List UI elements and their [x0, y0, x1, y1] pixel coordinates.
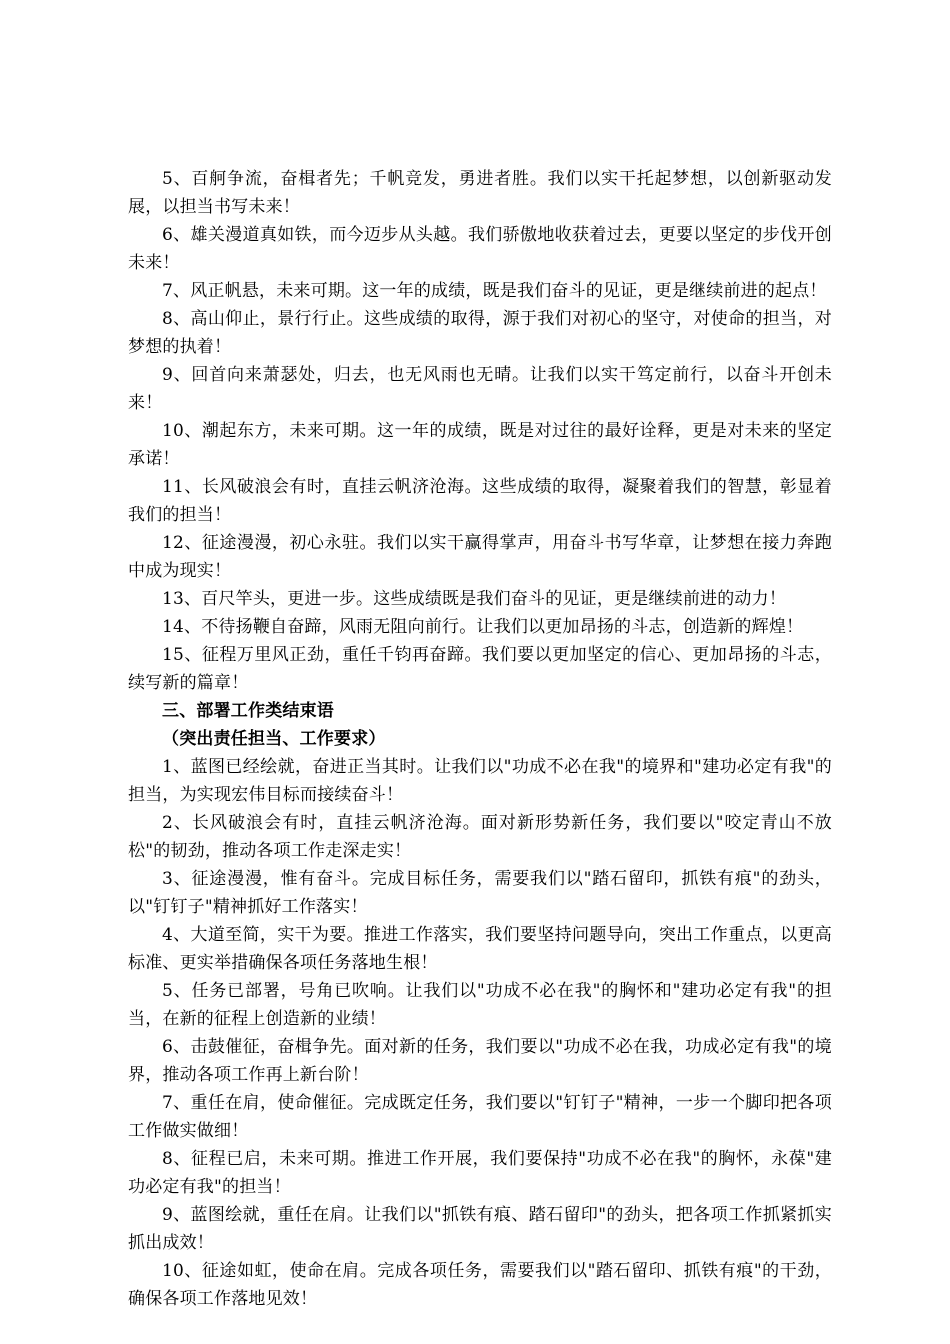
list-item: 7、风正帆悬，未来可期。这一年的成绩，既是我们奋斗的见证，更是继续前进的起点！: [162, 281, 827, 301]
list-item: 9、蓝图绘就，重任在肩。让我们以"抓铁有痕、踏石留印"的劲头，把各项工作抓紧抓实抓出成效！: [128, 1205, 832, 1253]
list-item: 2、长风破浪会有时，直挂云帆济沧海。面对新形势新任务，我们要以"咬定青山不放松"的韧劲，推动各项工作走深走实！: [128, 813, 832, 861]
list-item: 5、百舸争流，奋楫者先；千帆竞发，勇进者胜。我们以实干托起梦想，以创新驱动发展，以担当书写未来！: [128, 169, 832, 217]
document-page: [128, 165, 832, 1313]
list-item: 14、不待扬鞭自奋蹄，风雨无阻向前行。让我们以更加昂扬的斗志，创造新的辉煌！: [162, 617, 804, 637]
section-subheading: （突出责任担当、工作要求）: [162, 729, 386, 749]
list-item: 3、征途漫漫，惟有奋斗。完成目标任务，需要我们以"踏石留印，抓铁有痕"的劲头，以"钉钉子"精神抓好工作落实！: [128, 869, 832, 917]
list-item: 9、回首向来萧瑟处，归去，也无风雨也无晴。让我们以实干笃定前行，以奋斗开创未来！: [128, 365, 832, 413]
list-item: 1、蓝图已经绘就，奋进正当其时。让我们以"功成不必在我"的境界和"建功必定有我"的担当，为实现宏伟目标而接续奋斗！: [128, 757, 832, 805]
list-item: 4、大道至简，实干为要。推进工作落实，我们要坚持问题导向，突出工作重点，以更高标准、更实举措确保各项任务落地生根！: [128, 925, 832, 973]
list-item: 6、击鼓催征，奋楫争先。面对新的任务，我们要以"功成不必在我，功成必定有我"的境界，推动各项工作再上新台阶！: [128, 1037, 832, 1085]
list-item: 13、百尺竿头，更进一步。这些成绩既是我们奋斗的见证，更是继续前进的动力！: [162, 589, 787, 609]
list-item: 7、重任在肩，使命催征。完成既定任务，我们要以"钉钉子"精神，一步一个脚印把各项工作做实做细！: [128, 1093, 832, 1141]
list-item: 8、高山仰止，景行行止。这些成绩的取得，源于我们对初心的坚守，对使命的担当，对梦想的执着！: [128, 309, 832, 357]
list-item: 11、长风破浪会有时，直挂云帆济沧海。这些成绩的取得，凝聚着我们的智慧，彰显着我们的担当！: [128, 477, 832, 525]
list-item: 8、征程已启，未来可期。推进工作开展，我们要保持"功成不必在我"的胸怀，永葆"建功必定有我"的担当！: [128, 1149, 832, 1197]
list-item: 5、任务已部署，号角已吹响。让我们以"功成不必在我"的胸怀和"建功必定有我"的担当，在新的征程上创造新的业绩！: [128, 981, 832, 1029]
list-item: 12、征途漫漫，初心永驻。我们以实干赢得掌声，用奋斗书写华章，让梦想在接力奔跑中成为现实！: [128, 533, 832, 581]
section-heading: 三、部署工作类结束语: [162, 701, 334, 721]
list-item: 10、征途如虹，使命在肩。完成各项任务，需要我们以"踏石留印、抓铁有痕"的干劲，确保各项工作落地见效！: [128, 1261, 832, 1309]
list-item: 15、征程万里风正劲，重任千钧再奋蹄。我们要以更加坚定的信心、更加昂扬的斗志，续写新的篇章！: [128, 645, 832, 693]
list-item: 10、潮起东方，未来可期。这一年的成绩，既是对过往的最好诠释，更是对未来的坚定承诺！: [128, 421, 832, 469]
list-item: 6、雄关漫道真如铁，而今迈步从头越。我们骄傲地收获着过去，更要以坚定的步伐开创未来！: [128, 225, 832, 273]
